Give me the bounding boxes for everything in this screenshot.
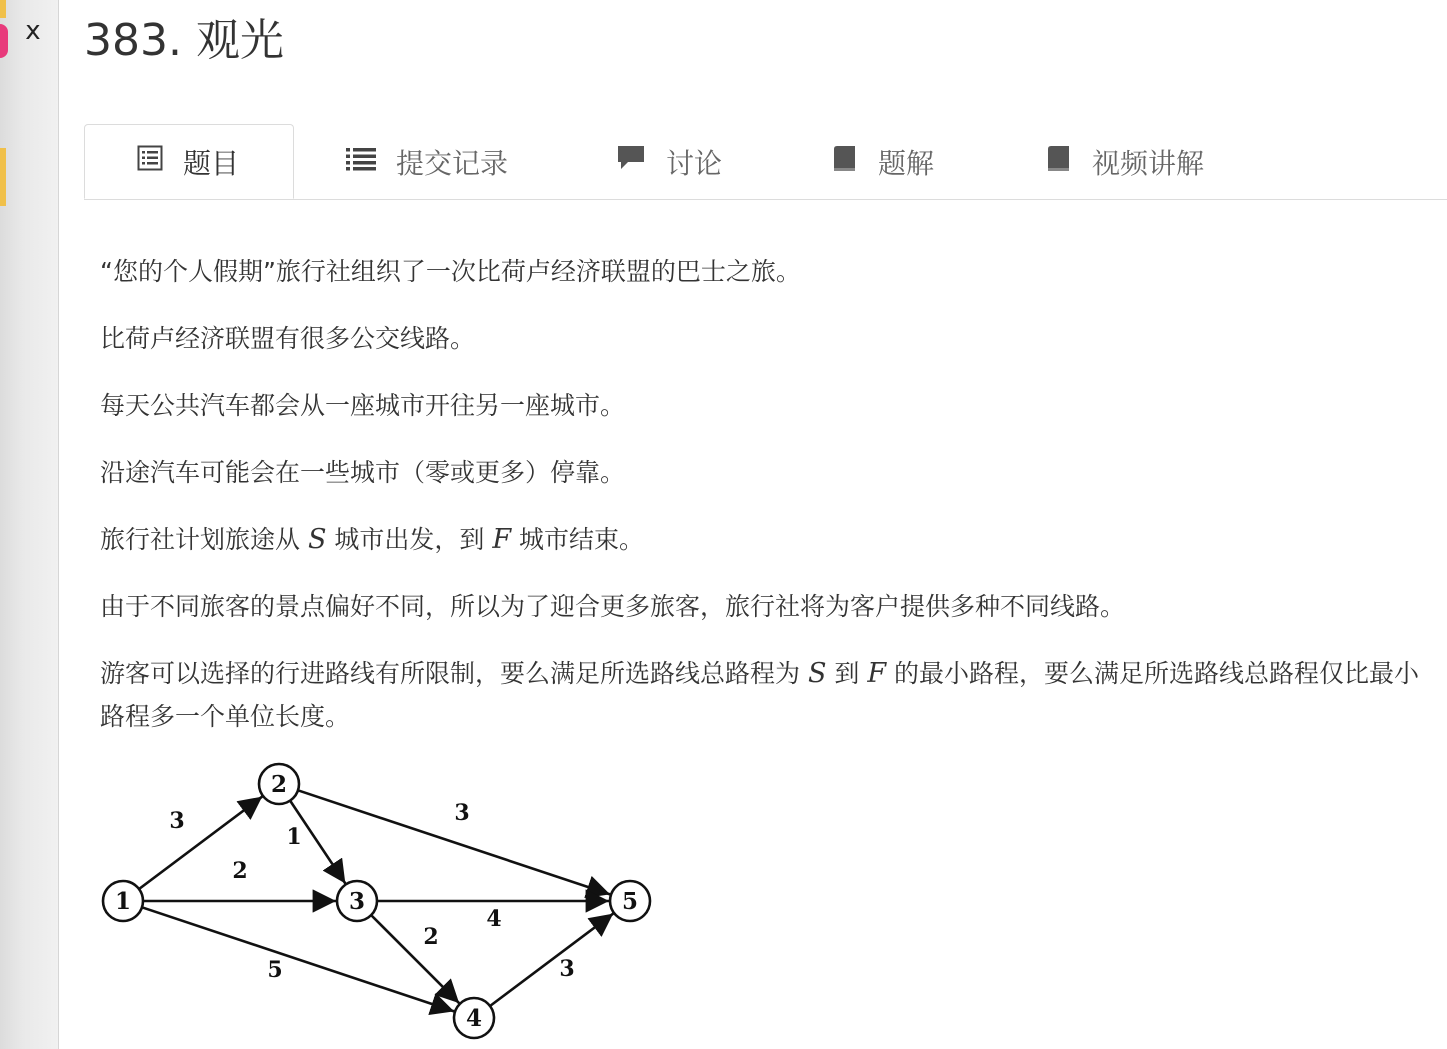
math-variable: F <box>492 524 512 555</box>
tab-discussion[interactable] <box>616 124 722 199</box>
paragraph <box>100 518 1430 561</box>
edge-weight-label: 1 <box>286 824 302 850</box>
text-segment: 游客可以选择的行进路线有所限制，要么满足所选路线总路程为 <box>100 659 808 688</box>
graph-node-label: 4 <box>465 1005 483 1032</box>
paragraph: “您的个人假期”旅行社组织了一次比荷卢经济联盟的巴士之旅。 <box>100 257 801 286</box>
tab-label: 讨论 <box>666 146 723 180</box>
paragraph: 由于不同旅客的景点偏好不同，所以为了迎合更多旅客，旅行社将为客户提供多种不同线路。 <box>100 592 1126 621</box>
text-segment: 的最小路程，要么满足所选路线总路程仅比最小路程多一个单位长度。 <box>100 659 1420 731</box>
edge-weight-label: 4 <box>486 906 502 932</box>
page-title: 383. 观光 <box>84 15 284 66</box>
tab-submissions[interactable] <box>346 124 508 199</box>
chat-bubble-icon <box>616 144 646 179</box>
edge-3-4 <box>371 915 459 1003</box>
edge-weight-label: 3 <box>559 956 575 982</box>
math-variable: S <box>307 524 327 555</box>
text-segment: 城市结束。 <box>511 525 645 554</box>
tab-problem[interactable] <box>84 124 294 199</box>
graph-node-label: 2 <box>270 771 288 798</box>
math-variable: S <box>807 658 827 689</box>
text-segment: 城市出发，到 <box>326 525 493 554</box>
edge-weight-label: 2 <box>232 858 248 884</box>
edge-weight-label: 2 <box>423 924 439 950</box>
edge-weight-label: 5 <box>267 957 283 983</box>
book-icon <box>830 144 858 179</box>
edge-weight-label: 3 <box>169 808 185 834</box>
edge-4-5 <box>490 914 613 1006</box>
tab-bar <box>84 124 1447 200</box>
tab-label: 题解 <box>878 146 935 180</box>
paragraph <box>100 652 1430 738</box>
tab-video-explanation[interactable] <box>1044 124 1204 199</box>
close-button[interactable]: x <box>25 16 41 46</box>
text-segment: 旅行社计划旅途从 <box>100 525 308 554</box>
graph-node-label: 1 <box>114 888 132 915</box>
heart-icon <box>0 24 8 58</box>
tab-label: 题目 <box>183 146 240 180</box>
route-graph-diagram <box>96 756 666 1046</box>
list-icon <box>346 145 376 178</box>
document-list-icon <box>137 145 163 178</box>
paragraph: 每天公共汽车都会从一座城市开往另一座城市。 <box>100 391 626 420</box>
text-segment: 到 <box>826 659 868 688</box>
sidebar-edge <box>0 0 59 1049</box>
edge-1-4 <box>142 907 454 1011</box>
bookmark-tag <box>0 0 6 18</box>
paragraph: 比荷卢经济联盟有很多公交线路。 <box>100 324 476 353</box>
graph-node-label: 3 <box>348 888 366 915</box>
tab-solutions[interactable] <box>830 124 934 199</box>
edge-weight-label: 3 <box>454 800 470 826</box>
book-icon <box>1044 144 1072 179</box>
paragraph: 沿途汽车可能会在一些城市（零或更多）停靠。 <box>100 458 626 487</box>
problem-description <box>100 250 1430 762</box>
math-variable: F <box>867 658 887 689</box>
bookmark-tag <box>0 148 6 206</box>
graph-node-label: 5 <box>621 888 639 915</box>
tab-label: 提交记录 <box>396 146 509 180</box>
tab-label: 视频讲解 <box>1092 146 1205 180</box>
